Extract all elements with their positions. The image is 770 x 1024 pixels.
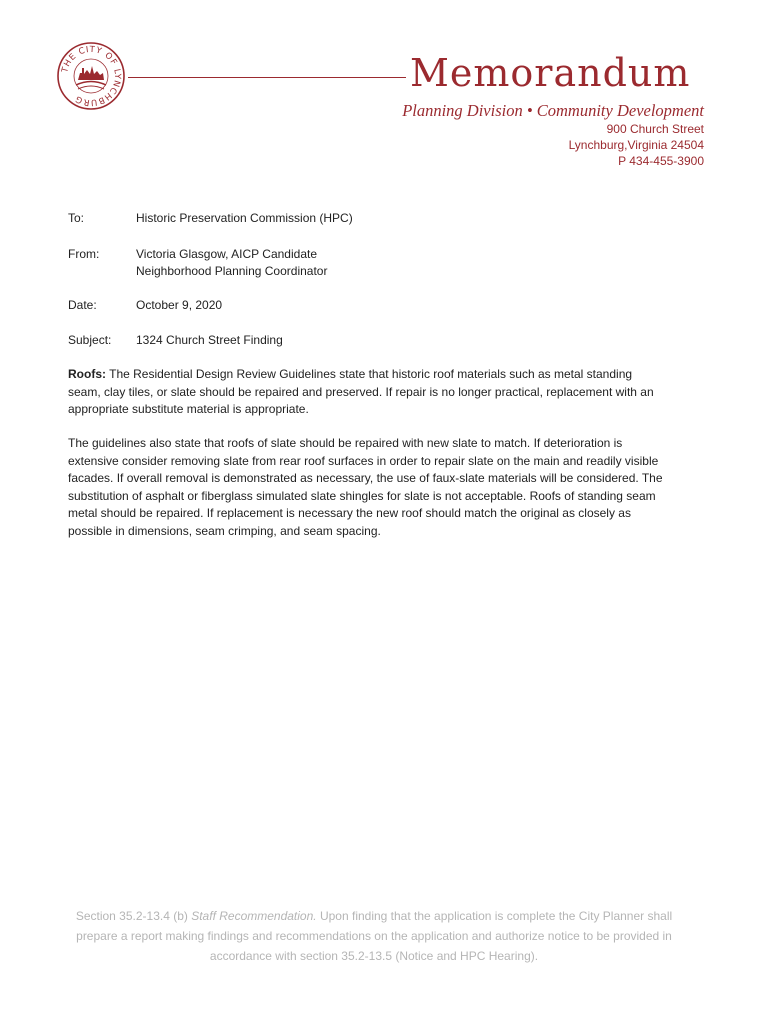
roofs-lead: Roofs:	[68, 367, 106, 381]
letterhead-rule	[128, 77, 406, 78]
from-name: Victoria Glasgow, AICP Candidate	[136, 247, 317, 261]
address-city: Lynchburg,Virginia 24504	[568, 138, 704, 152]
from-value	[136, 246, 327, 280]
staff-recommendation-note	[60, 906, 688, 966]
city-seal-logo	[56, 40, 126, 112]
svg-text:THE CITY OF LYNCHBURG: THE CITY OF LYNCHBURG	[60, 44, 123, 108]
guidelines-paragraph: The guidelines also state that roofs of slate should be repaired with new slate to match. If deterioration is extensive consider removing slate from rear roof surfaces in order to repair slate on the main and readily visible facades. If overall removal is demonstrated as necessary, the use of faux-slate materials will be considered. The substitution of asphalt or fiberglass simulated slate shingles for slate is not acceptable. Roofs of standing seam metal should be repaired. If replacement is necessary the new roof should match the original as closely as possible in dimensions, seam crimping, and seam spacing.	[68, 436, 663, 538]
memo-subtitle: Planning Division • Community Development	[402, 101, 704, 120]
to-value: Historic Preservation Commission (HPC)	[136, 211, 353, 225]
to-label: To:	[68, 211, 85, 225]
roofs-paragraph	[68, 366, 668, 419]
note-italic: Staff Recommendation.	[191, 909, 317, 923]
subject-value: 1324 Church Street Finding	[136, 333, 283, 347]
address-street: 900 Church Street	[606, 122, 704, 136]
subject-label: Subject:	[68, 333, 112, 347]
from-label: From:	[68, 247, 100, 261]
date-label: Date:	[68, 298, 97, 312]
from-title: Neighborhood Planning Coordinator	[136, 264, 328, 278]
note-section: Section 35.2-13.4 (b)	[75, 909, 192, 923]
memo-title: Memorandum	[410, 51, 691, 95]
roofs-text: The Residential Design Review Guidelines state that historic roof materials such as metal standing seam, clay tiles, or slate should be repaired and preserved. If repair is no longer practical, replacement with an appropriate substitute material is appropriate.	[68, 367, 654, 416]
note-text: Upon finding that the application is complete the City Planner shall prepare a report making findings and recommendations on the application and authorize notice to be provided in accordance with section 35.2-13.5 (Notice and HPC Hearing).	[76, 909, 673, 963]
address-phone: P 434-455-3900	[618, 154, 704, 168]
date-value: October 9, 2020	[136, 298, 223, 312]
